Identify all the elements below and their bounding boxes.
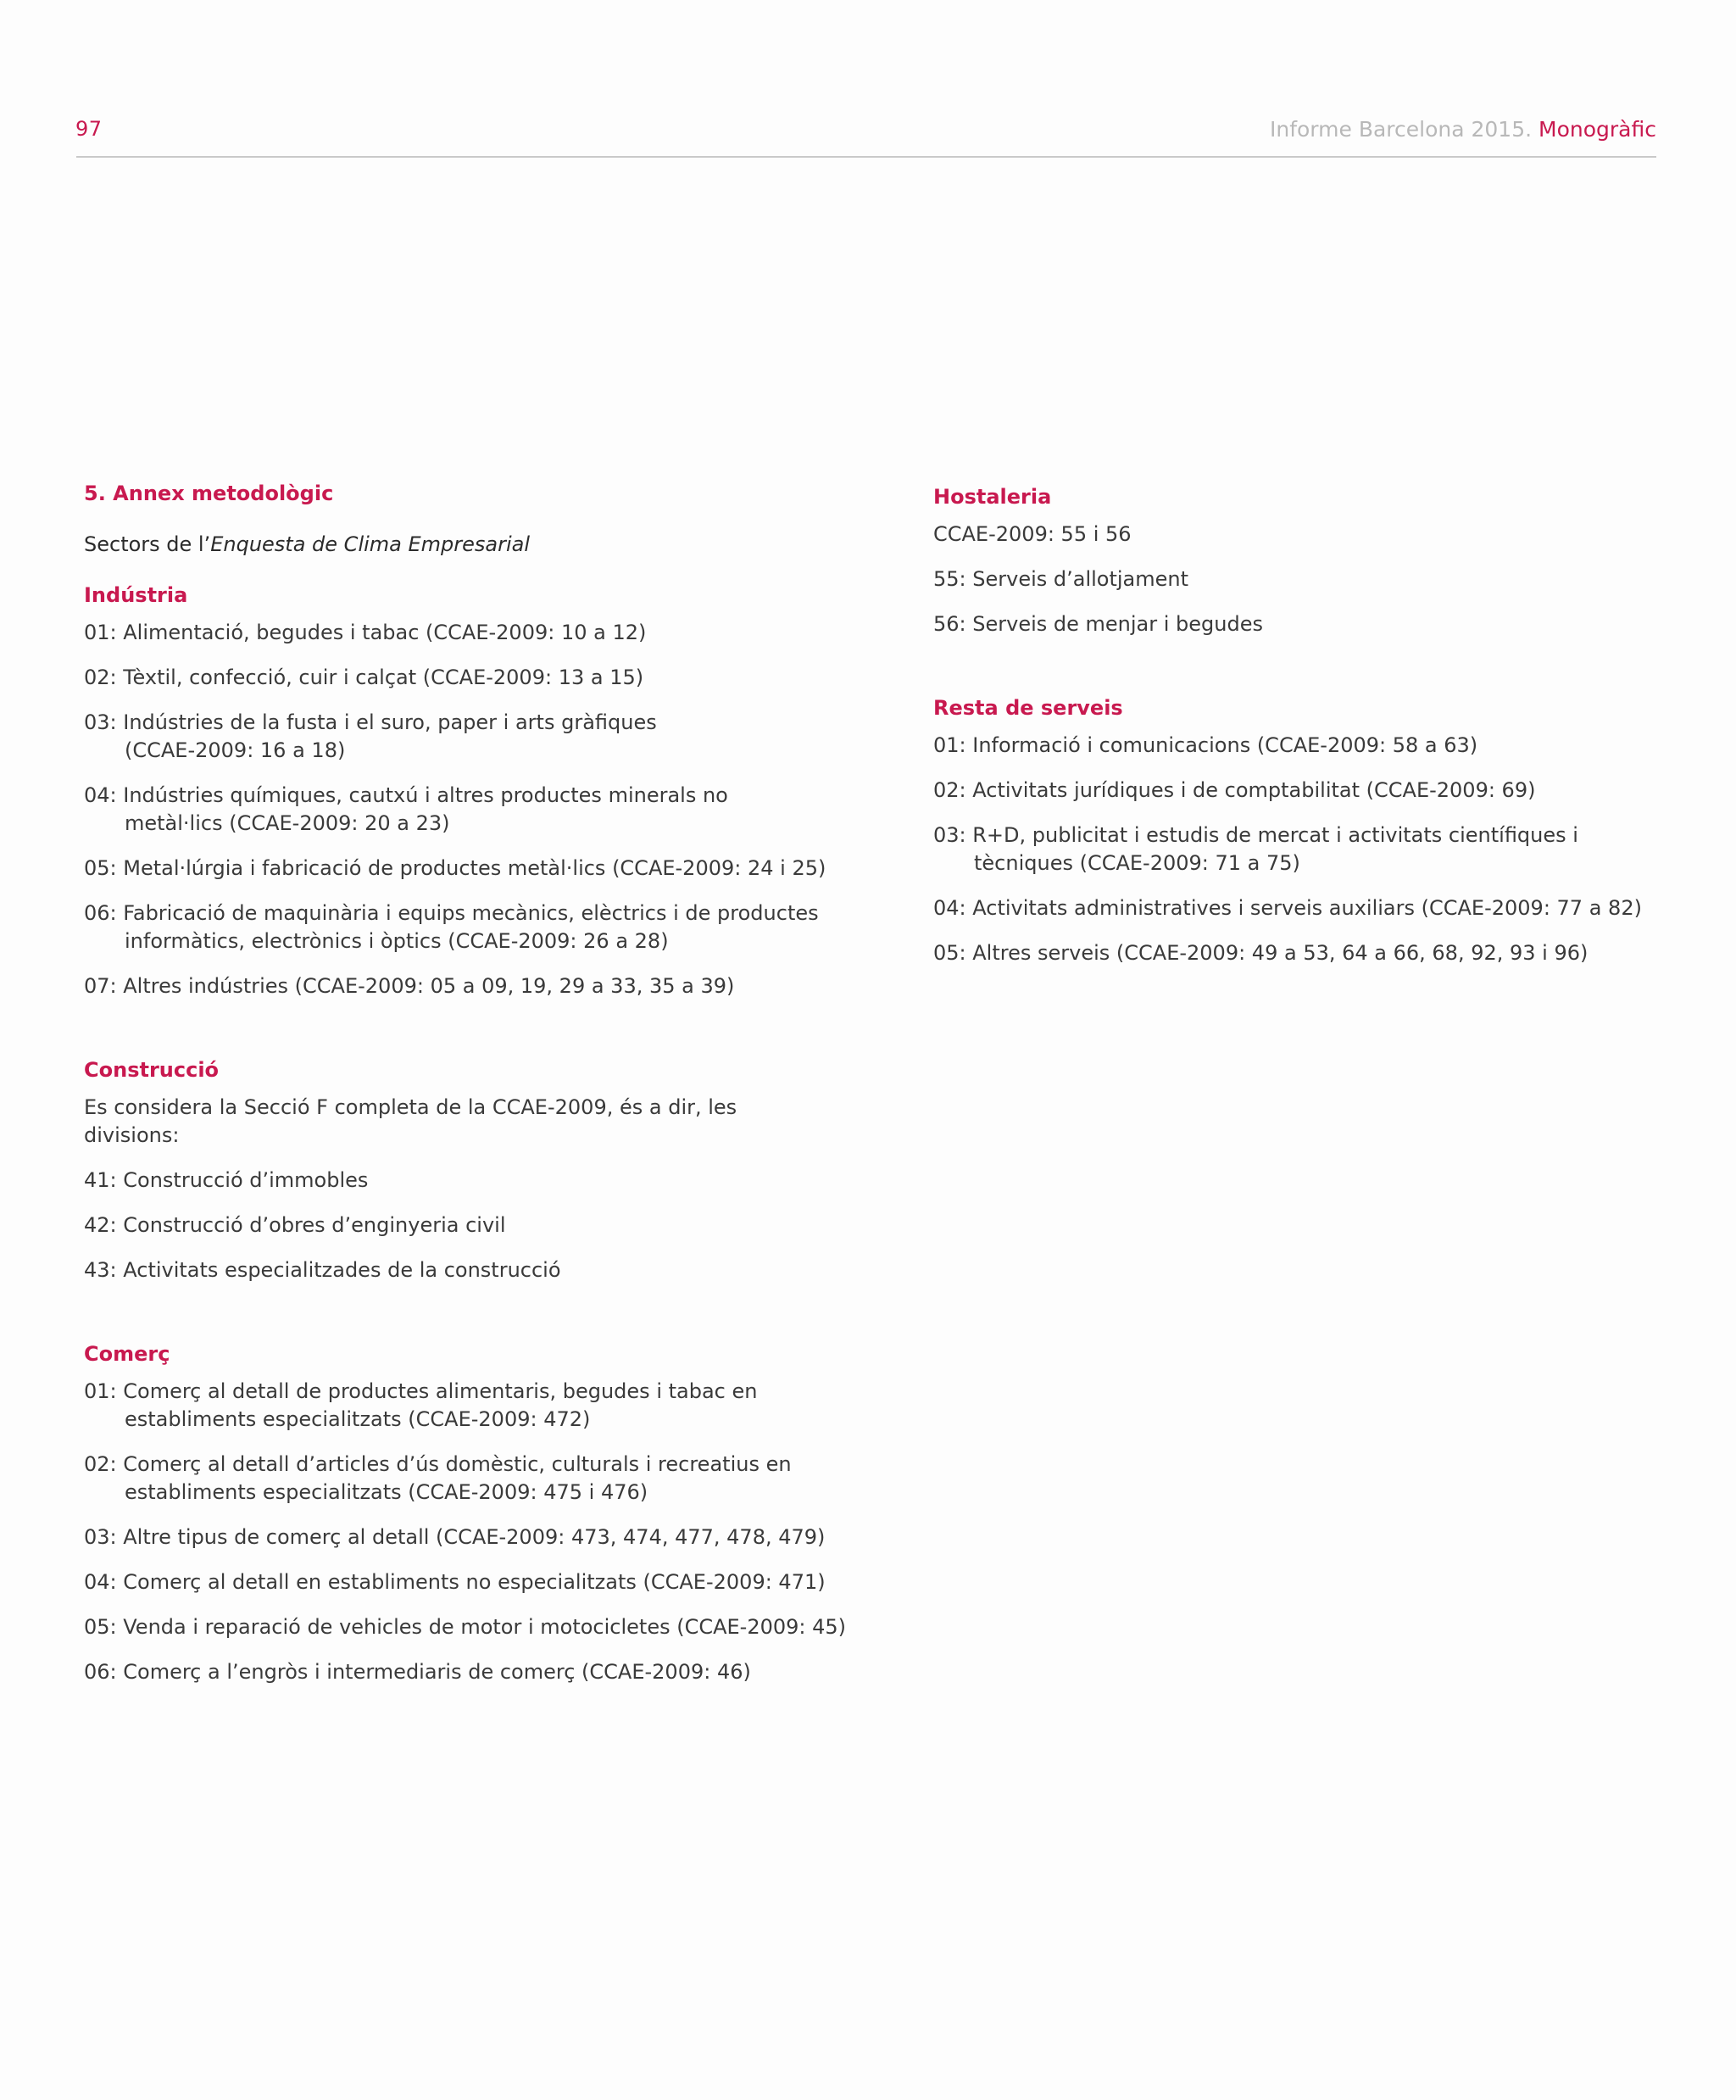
group-heading-industria: Indústria	[84, 583, 188, 607]
running-header	[1270, 117, 1656, 142]
left-column	[84, 482, 847, 1703]
list-item: 06: Comerç a l’engròs i intermediaris de comerç (CCAE-2009: 46)	[84, 1660, 751, 1684]
hostaleria-group	[933, 485, 1679, 638]
group-heading-resta-serveis: Resta de serveis	[933, 696, 1123, 720]
list-item: 02: Comerç al detall d’articles d’ús domèstic, culturals i recreatius en establiments especialitzats (CCAE-2009: 475 i 476)	[84, 1452, 792, 1504]
list-item: 43: Activitats especialitzades de la construcció	[84, 1258, 561, 1282]
subtitle-italic: Enquesta de Clima Empresarial	[210, 532, 531, 556]
list-item: 03: R+D, publicitat i estudis de mercat i activitats científiques i tècniques (CCAE-2009: 71 a 75)	[933, 823, 1578, 875]
list-item: 02: Tèxtil, confecció, cuir i calçat (CCAE-2009: 13 a 15)	[84, 666, 644, 689]
list-item: CCAE-2009: 55 i 56	[933, 522, 1132, 546]
list-item: 01: Alimentació, begudes i tabac (CCAE-2009: 10 a 12)	[84, 621, 647, 644]
list-item: 05: Altres serveis (CCAE-2009: 49 a 53, 64 a 66, 68, 92, 93 i 96)	[933, 941, 1589, 965]
resta-serveis-group	[933, 696, 1679, 967]
group-heading-comerc: Comerç	[84, 1342, 170, 1366]
list-item: 56: Serveis de menjar i begudes	[933, 612, 1263, 636]
construccio-intro: Es considera la Secció F completa de la CCAE-2009, és a dir, les divisions:	[84, 1095, 737, 1147]
construccio-group	[84, 1058, 847, 1284]
list-item: 42: Construcció d’obres d’enginyeria civil	[84, 1213, 506, 1237]
comerc-group	[84, 1342, 847, 1686]
list-item: 05: Metal·lúrgia i fabricació de productes metàl·lics (CCAE-2009: 24 i 25)	[84, 856, 826, 880]
list-item: 06: Fabricació de maquinària i equips mecànics, elèctrics i de productes informàtics, electrònics i òptics (CCAE-2009: 26 a 28)	[84, 901, 819, 953]
list-item: 04: Comerç al detall en establiments no especialitzats (CCAE-2009: 471)	[84, 1570, 826, 1594]
list-item: 07: Altres indústries (CCAE-2009: 05 a 09, 19, 29 a 33, 35 a 39)	[84, 974, 735, 998]
page-number: 97	[75, 117, 103, 141]
group-heading-construccio: Construcció	[84, 1058, 220, 1082]
list-item: 01: Informació i comunicacions (CCAE-2009: 58 a 63)	[933, 733, 1478, 757]
industria-group	[84, 583, 847, 1000]
running-title: Informe Barcelona 2015.	[1269, 117, 1533, 142]
right-column	[933, 485, 1679, 984]
list-item: 02: Activitats jurídiques i de comptabilitat (CCAE-2009: 69)	[933, 778, 1536, 802]
list-item: 01: Comerç al detall de productes alimentaris, begudes i tabac en establiments especialitzats (CCAE-2009: 472)	[84, 1379, 758, 1431]
list-item: 05: Venda i reparació de vehicles de motor i motocicletes (CCAE-2009: 45)	[84, 1615, 847, 1639]
subtitle-prefix: Sectors de l’	[84, 532, 211, 556]
running-title-accent: Monogràfic	[1538, 117, 1656, 142]
list-item: 03: Altre tipus de comerç al detall (CCAE-2009: 473, 474, 477, 478, 479)	[84, 1525, 826, 1549]
list-item: 55: Serveis d’allotjament	[933, 567, 1189, 591]
list-item: 04: Activitats administratives i serveis auxiliars (CCAE-2009: 77 a 82)	[933, 896, 1642, 920]
section-title: 5. Annex metodològic	[84, 482, 334, 505]
section-subtitle	[84, 532, 847, 556]
group-heading-hostaleria: Hostaleria	[933, 485, 1052, 509]
header-rule	[76, 156, 1656, 158]
list-item: 03: Indústries de la fusta i el suro, paper i arts gràfiques (CCAE-2009: 16 a 18)	[84, 710, 657, 762]
list-item: 04: Indústries químiques, cautxú i altres productes minerals no metàl·lics (CCAE-2009: 20 a 23)	[84, 783, 728, 835]
list-item: 41: Construcció d’immobles	[84, 1168, 369, 1192]
